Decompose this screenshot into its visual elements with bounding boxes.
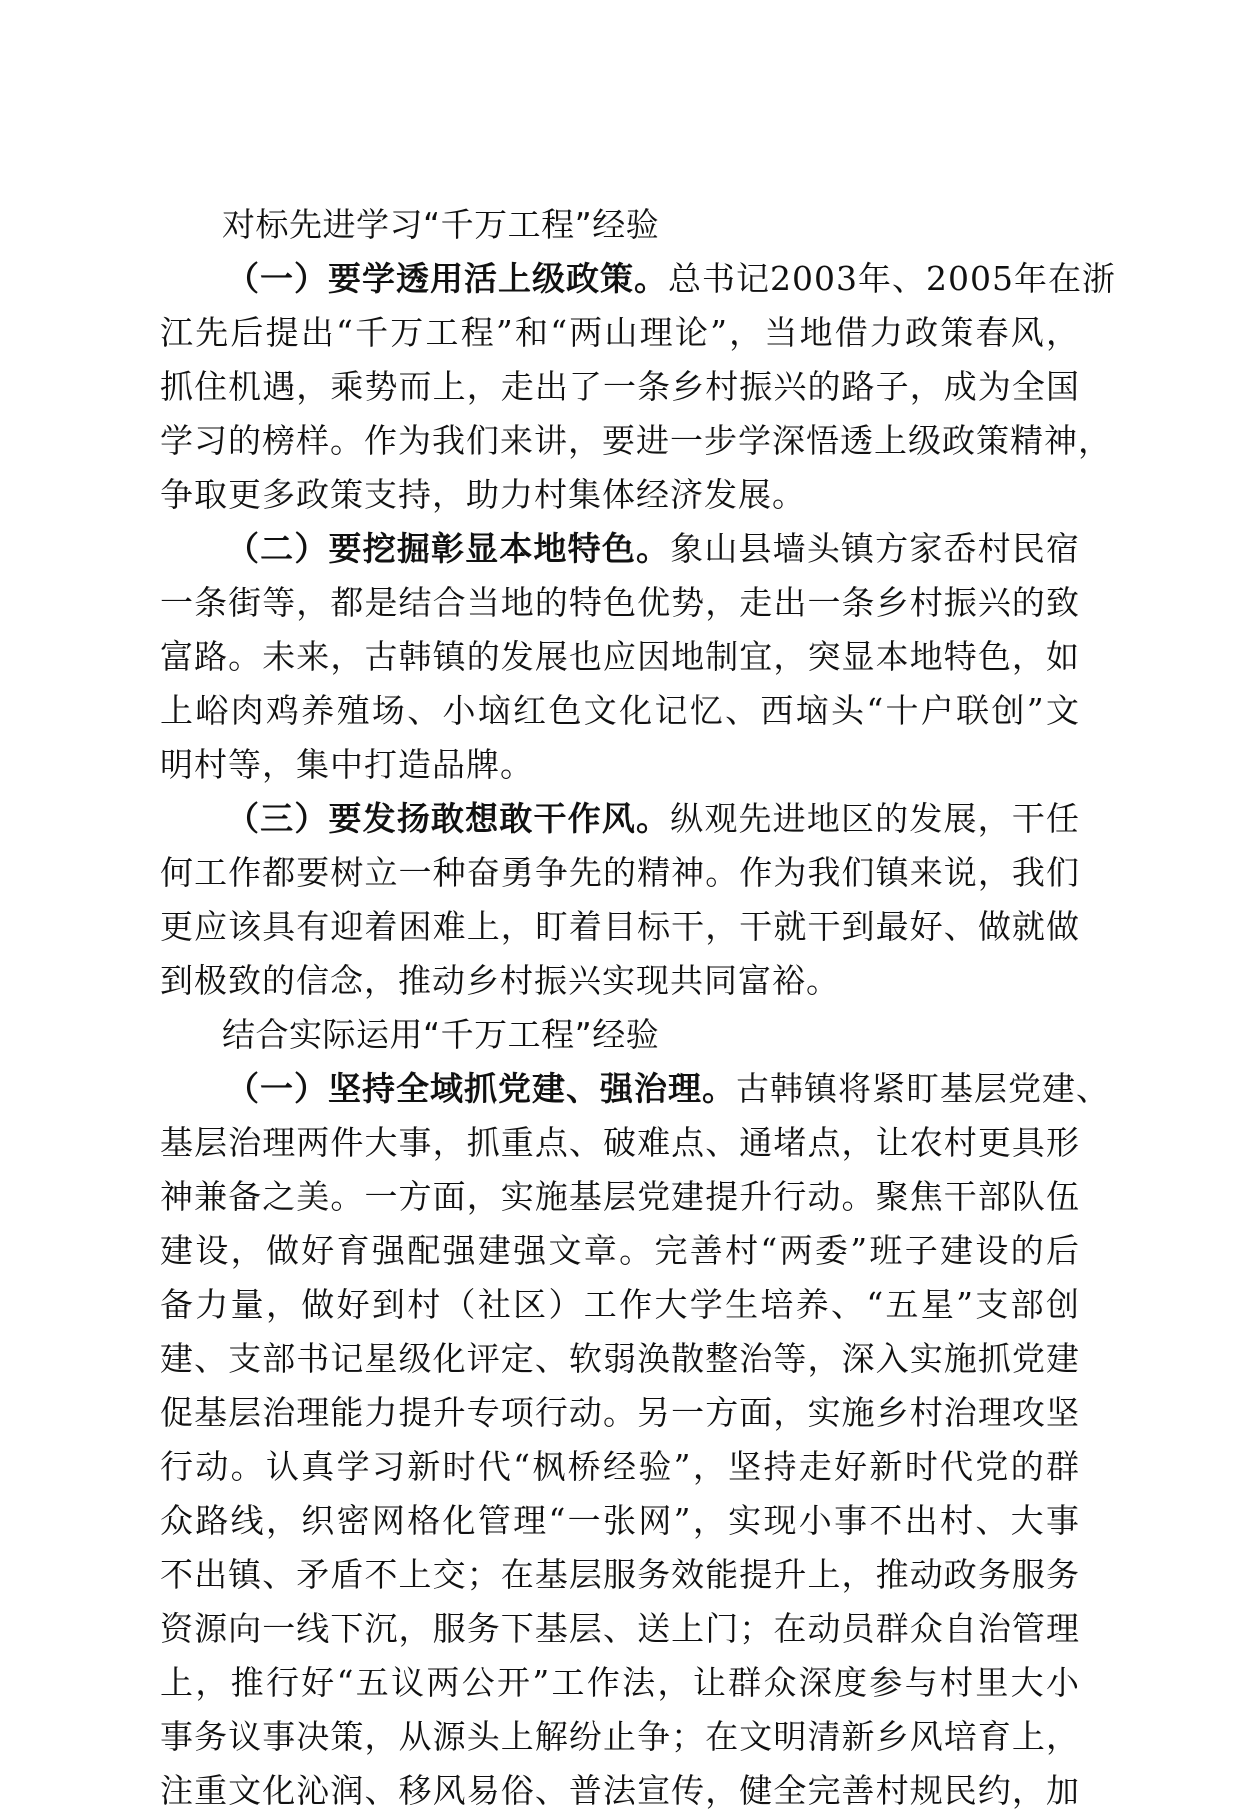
paragraph-lead: （二）要挖掘彰显本地特色。 bbox=[226, 529, 671, 568]
document-body bbox=[160, 198, 1116, 1818]
paragraph-lead: （一）坚持全域抓党建、强治理。 bbox=[226, 1069, 736, 1108]
paragraph-1-2-first-line bbox=[160, 522, 1080, 576]
paragraph-1-3-first-line bbox=[160, 792, 1080, 846]
paragraph-line: 学习的榜样。作为我们来讲，要进一步学深悟透上级政策精神， bbox=[160, 421, 1112, 460]
section-heading-1: 对标先进学习“千万工程”经验 bbox=[222, 205, 660, 244]
paragraph-line: 众路线，织密网格化管理“一张网”，实现小事不出村、大事 bbox=[160, 1501, 1080, 1540]
paragraph-line: 明村等，集中打造品牌。 bbox=[160, 745, 534, 784]
paragraph-line: 争取更多政策支持，助力村集体经济发展。 bbox=[160, 475, 806, 514]
paragraph-line: 富路。未来，古韩镇的发展也应因地制宜，突显本地特色，如 bbox=[160, 637, 1080, 676]
paragraph-text: 古韩镇将紧盯基层党建、 bbox=[736, 1069, 1110, 1108]
paragraph-line: 上峪肉鸡养殖场、小垴红色文化记忆、西垴头“十户联创”文 bbox=[160, 691, 1080, 730]
paragraph-line: 到极致的信念，推动乡村振兴实现共同富裕。 bbox=[160, 961, 840, 1000]
paragraph-1-1-first-line bbox=[160, 252, 1116, 306]
section-heading-2: 结合实际运用“千万工程”经验 bbox=[222, 1015, 660, 1054]
paragraph-line: 上，推行好“五议两公开”工作法，让群众深度参与村里大小 bbox=[160, 1663, 1080, 1702]
paragraph-lead: （一）要学透用活上级政策。 bbox=[226, 259, 668, 298]
paragraph-line: 何工作都要树立一种奋勇争先的精神。作为我们镇来说，我们 bbox=[160, 853, 1080, 892]
paragraph-lead: （三）要发扬敢想敢干作风。 bbox=[226, 799, 671, 838]
paragraph-text: 纵观先进地区的发展，干任 bbox=[670, 799, 1081, 838]
paragraph-line: 注重文化沁润、移风易俗、普法宣传，健全完善村规民约，加 bbox=[160, 1771, 1080, 1810]
paragraph-text: 总书记2003年、2005年在浙 bbox=[668, 259, 1116, 298]
paragraph-line: 江先后提出“千万工程”和“两山理论”，当地借力政策春风， bbox=[160, 313, 1080, 352]
paragraph-line: 一条街等，都是结合当地的特色优势，走出一条乡村振兴的致 bbox=[160, 583, 1080, 622]
paragraph-line: 抓住机遇，乘势而上，走出了一条乡村振兴的路子，成为全国 bbox=[160, 367, 1080, 406]
paragraph-line: 备力量，做好到村（社区）工作大学生培养、“五星”支部创 bbox=[160, 1285, 1080, 1324]
paragraph-2-1-first-line bbox=[160, 1062, 1110, 1116]
paragraph-line: 不出镇、矛盾不上交；在基层服务效能提升上，推动政务服务 bbox=[160, 1555, 1080, 1594]
paragraph-text: 象山县墙头镇方家岙村民宿 bbox=[670, 529, 1081, 568]
paragraph-line: 建、支部书记星级化评定、软弱涣散整治等，深入实施抓党建 bbox=[160, 1339, 1080, 1378]
paragraph-line: 事务议事决策，从源头上解纷止争；在文明清新乡风培育上， bbox=[160, 1717, 1080, 1756]
paragraph-line: 促基层治理能力提升专项行动。另一方面，实施乡村治理攻坚 bbox=[160, 1393, 1080, 1432]
paragraph-line: 资源向一线下沉，服务下基层、送上门；在动员群众自治管理 bbox=[160, 1609, 1080, 1648]
paragraph-line: 建设，做好育强配强建强文章。完善村“两委”班子建设的后 bbox=[160, 1231, 1080, 1270]
paragraph-line: 神兼备之美。一方面，实施基层党建提升行动。聚焦干部队伍 bbox=[160, 1177, 1080, 1216]
paragraph-line: 更应该具有迎着困难上，盯着目标干，干就干到最好、做就做 bbox=[160, 907, 1080, 946]
paragraph-line: 行动。认真学习新时代“枫桥经验”，坚持走好新时代党的群 bbox=[160, 1447, 1080, 1486]
paragraph-line: 基层治理两件大事，抓重点、破难点、通堵点，让农村更具形 bbox=[160, 1123, 1080, 1162]
